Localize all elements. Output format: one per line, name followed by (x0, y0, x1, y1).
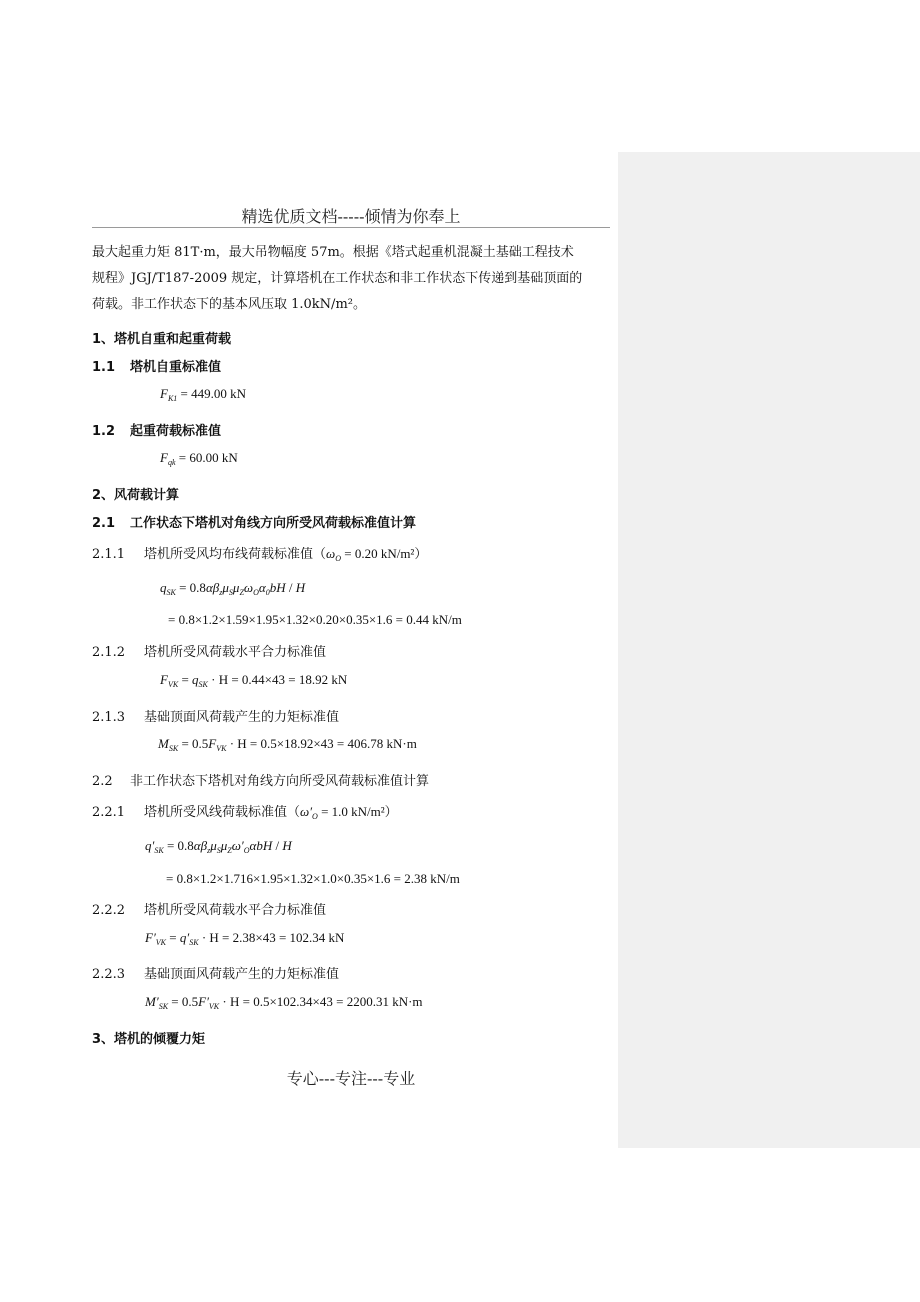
section-number: 1.2 (92, 424, 116, 439)
intro-line-1: 最大起重力矩 81T·m，最大吊物幅度 57m。根据《塔式起重机混凝土基础工程技术 (92, 245, 574, 260)
section-number: 1.1 (92, 360, 116, 375)
section-2-heading: 2、风荷载计算 (92, 488, 180, 503)
section-title: 塔机自重标准值 (130, 360, 222, 375)
omega-value: = 1.0 kN/m² (321, 804, 385, 819)
section-1-heading: 1、塔机自重和起重荷载 (92, 332, 232, 347)
section-number: 2.2.2 (92, 903, 126, 918)
formula-qsk-value: = 0.8×1.2×1.59×1.95×1.32×0.20×0.35×1.6 = 0.44 kN/m (168, 612, 462, 627)
header-divider (92, 227, 610, 228)
formula-value: · H = 0.5×102.34×43 = 2200.31 kN·m (222, 994, 423, 1009)
formula-fvk: $F_{VK} = q_{SK} \cdot H = 0.44\times 43 = 18.92$ kN (160, 672, 348, 689)
section-2-1-1-heading: 2.1.1 塔机所受风均布线荷载标准值（$\omega_O = 0.20$ kN/m²） (92, 546, 428, 563)
section-title: 塔机所受风荷载水平合力标准值 (144, 903, 327, 918)
section-number: 2.2.1 (92, 805, 126, 820)
section-2-2-3-heading (92, 963, 339, 982)
section-2-1-2-heading (92, 641, 326, 660)
formula-fqk: $F_{qk} = 60.00$ kN (160, 450, 238, 467)
formula-value: · H = 0.44×43 = 18.92 kN (211, 672, 348, 687)
section-title: 塔机所受风荷载水平合力标准值 (144, 645, 327, 660)
formula-qsk: $q_{SK} = 0.8\alpha\beta_z\mu_S\mu_Z\omega_O\alpha_0bH / H$ (160, 580, 306, 597)
omega-value: = 0.20 kN/m² (344, 546, 415, 561)
section-title: 基础顶面风荷载产生的力矩标准值 (144, 710, 340, 725)
page-header: 精选优质文档-----倾情为你奉上 (241, 207, 461, 226)
intro-line-3: 荷载。非工作状态下的基本风压取 1.0kN/m²。 (92, 297, 366, 312)
formula-fk1: $F_{K1} = 449.00$ kN (160, 386, 247, 403)
section-title: 基础顶面风荷载产生的力矩标准值 (144, 967, 340, 982)
page-footer: 专心---专注---专业 (286, 1069, 416, 1088)
section-title: 塔机所受风线荷载标准值（ (144, 805, 301, 820)
formula-qsk-prime-value: = 0.8×1.2×1.716×1.95×1.32×1.0×0.35×1.6 = 2.38 kN/m (166, 871, 460, 886)
section-title: 工作状态下塔机对角线方向所受风荷载标准值计算 (130, 516, 417, 531)
section-number: 2.1.3 (92, 710, 126, 725)
section-1-2-heading (92, 420, 221, 439)
formula-msk: $M_{SK} = 0.5F_{VK} \cdot H = 0.5\times 18.92\times 43 = 406.78$ kN·m (158, 736, 417, 753)
section-2-2-2-heading (92, 899, 326, 918)
section-2-1-3-heading (92, 706, 339, 725)
section-title: 非工作状态下塔机对角线方向所受风荷载标准值计算 (130, 774, 430, 789)
section-1-1-heading (92, 356, 221, 375)
section-title: 塔机所受风均布线荷载标准值（ (144, 547, 327, 562)
formula-msk-prime: $M'_{SK} = 0.5F'_{VK} \cdot H = 0.5\times 102.34\times 43 = 2200.31$ kN·m (145, 994, 423, 1011)
intro-line-2: 规程》JGJ/T187-2009 规定，计算塔机在工作状态和非工作状态下传递到基础顶面的 (92, 271, 583, 286)
section-3-heading: 3、塔机的倾覆力矩 (92, 1032, 206, 1047)
section-number: 2.2 (92, 774, 113, 789)
formula-qsk-prime: $q'_{SK} = 0.8\alpha\beta_z\mu_S\mu_Z\omega'_O\alpha bH / H$ (145, 838, 292, 855)
section-number: 2.1.2 (92, 645, 126, 660)
formula-fvk-prime: $F'_{VK} = q'_{SK} \cdot H = 2.38\times 43 = 102.34$ kN (145, 930, 345, 947)
formula-value: = 449.00 kN (180, 386, 247, 401)
formula-value: · H = 0.5×18.92×43 = 406.78 kN·m (229, 736, 417, 751)
section-2-1-heading (92, 512, 416, 531)
formula-value: = 60.00 kN (178, 450, 238, 465)
comment-margin-panel (618, 152, 920, 1148)
formula-value: · H = 2.38×43 = 102.34 kN (201, 930, 345, 945)
section-number: 2.1.1 (92, 547, 126, 562)
section-number: 2.1 (92, 516, 116, 531)
section-2-2-1-heading: 2.2.1 塔机所受风线荷载标准值（$\omega'_O = 1.0$ kN/m²） (92, 804, 398, 821)
section-2-2-heading (92, 770, 429, 789)
section-number: 2.2.3 (92, 967, 126, 982)
section-title: 起重荷载标准值 (130, 424, 222, 439)
